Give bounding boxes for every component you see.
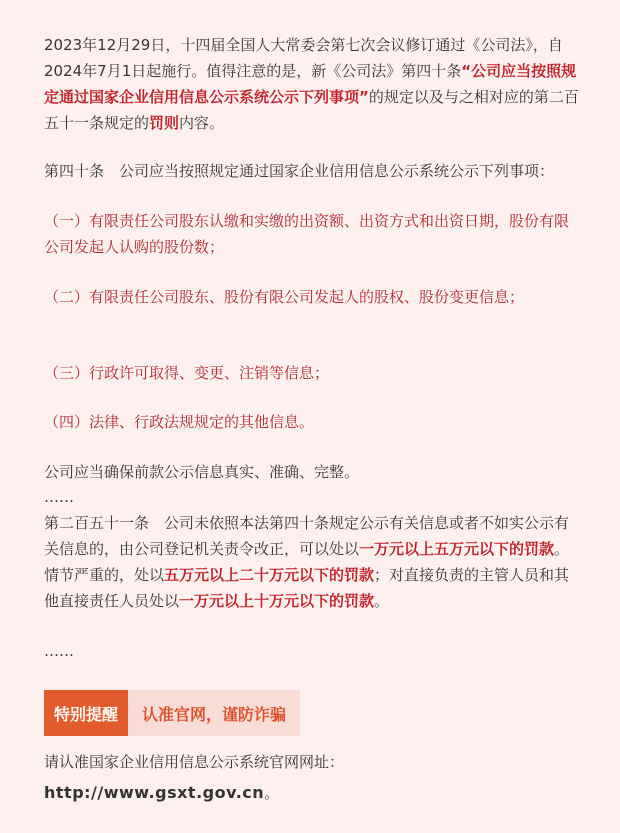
reminder-tag: 特别提醒 — [44, 690, 128, 736]
ellipsis-1: …… — [44, 488, 74, 506]
fine-3: 一万元以上十万元以下的罚款 — [179, 592, 375, 610]
intro-text-3: 内容。 — [179, 114, 225, 132]
article-40-item-2: （二）有限责任公司股东、股份有限公司发起人的股权、股份变更信息； — [44, 288, 525, 306]
fine-2: 五万元以上二十万元以下的罚款 — [164, 566, 375, 584]
intro-text-1: 2023年12月29日，十四届全国人大常委会第七次会议修订通过《公司法》，自2024年7月1日起施行。值得注意的是，新《公司法》第四十条 — [44, 36, 563, 80]
intro-highlight-2: 罚则 — [149, 114, 180, 132]
intro-text-2: 的规定以及与之相对应的第二百五十一条规定的 — [44, 88, 579, 132]
official-url-link[interactable]: http://www.gsxt.gov.cn — [44, 783, 265, 802]
article-251-text-1: 第二百五十一条 公司未依照本法第四十条规定公示有关信息或者不如实公示有关信息的，由公司登记机关责令改正，可以处以 — [44, 514, 570, 558]
article-251-paragraph — [44, 510, 580, 614]
intro-highlight-1: “公司应当按照规定通过国家企业信用信息公示系统公示下列事项” — [44, 62, 577, 106]
article-40-item-3: （三）行政许可取得、变更、注销等信息； — [44, 364, 330, 382]
article-40-heading: 第四十条 公司应当按照规定通过国家企业信用信息公示系统公示下列事项： — [44, 162, 555, 180]
article-40-item-4: （四）法律、行政法规规定的其他信息。 — [44, 413, 315, 431]
article-251-text-3: ；对直接负责的主管人员和其他直接责任人员处以 — [44, 566, 570, 610]
fine-1: 一万元以上五万元以下的罚款 — [359, 540, 555, 558]
footer-url-line — [44, 780, 580, 806]
article-40-closing: 公司应当确保前款公示信息真实、准确、完整。 — [44, 463, 360, 481]
intro-paragraph — [44, 32, 580, 136]
reminder-message: 认准官网，谨防诈骗 — [128, 690, 300, 736]
ellipsis-2: …… — [44, 642, 74, 660]
footer-label: 请认准国家企业信用信息公示系统官网网址： — [44, 753, 345, 771]
article-251-text-4: 。 — [374, 592, 390, 610]
article-251-text-2: 。情节严重的，处以 — [44, 540, 570, 584]
reminder-banner — [44, 690, 300, 736]
footer-end: 。 — [264, 784, 280, 802]
article-40-item-1: （一）有限责任公司股东认缴和实缴的出资额、出资方式和出资日期，股份有限公司发起人认购的股份数； — [44, 212, 570, 256]
